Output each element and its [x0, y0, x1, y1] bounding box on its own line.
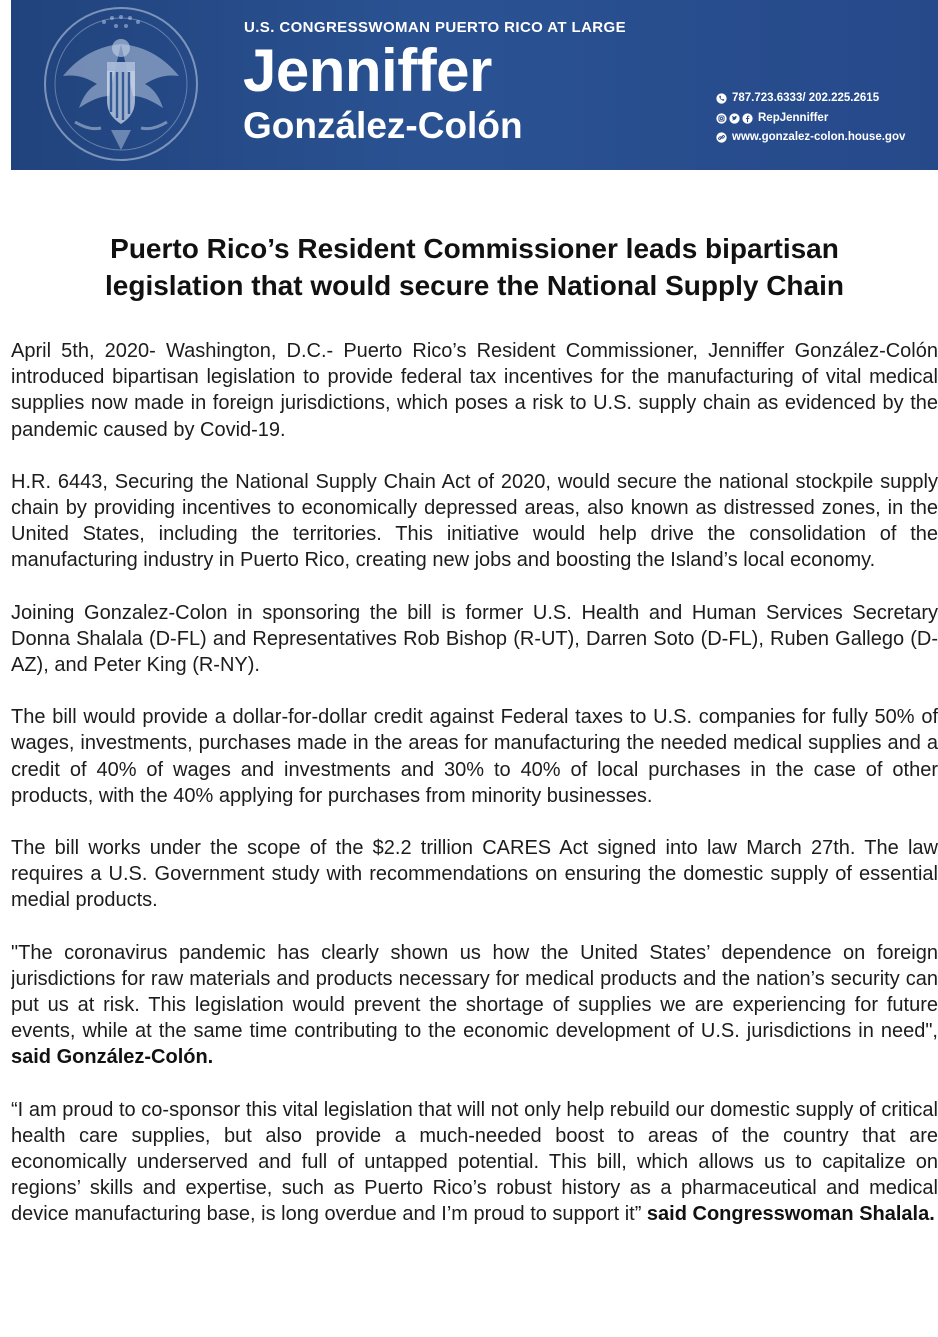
quote-attribution: said Congresswoman Shalala. [646, 1203, 935, 1226]
paragraph-cares-act: The bill works under the scope of the $2.2 trillion CARES Act signed into law March 27th. The law requires a U.S. Government study with recommendations on ensuring the domestic supply of essential medial products. [11, 837, 938, 912]
banner-last-name: González-Colón [243, 105, 523, 146]
press-release-body [11, 338, 938, 1328]
header-banner [11, 0, 938, 170]
title-line-1: Puerto Rico’s Resident Commissioner leads bipartisan [110, 233, 839, 264]
press-release-title [11, 230, 938, 304]
contact-social: RepJenniffer [758, 111, 829, 124]
link-icon [716, 132, 727, 143]
phone-icon [716, 93, 727, 104]
banner-first-name: Jenniffer [243, 37, 492, 104]
quote-shalala [11, 1097, 938, 1228]
title-line-2: legislation that would secure the National Supply Chain [105, 270, 844, 301]
instagram-icon [716, 113, 727, 124]
twitter-icon [729, 113, 740, 124]
quote-text: “I am proud to co-sponsor this vital legislation that will not only help rebuild our domestic supply of critical health care supplies, but also provide a much-needed boost to areas of the country that are economically underserved and full of untapped potential. This bill, which allows us to capitalize on regions’ skills and expertise, such as Puerto Rico’s robust history as a pharmaceutical and medical device manufacturing base, is long overdue and I’m proud to support it” [11, 1098, 938, 1226]
quote-text: "The coronavirus pandemic has clearly shown us how the United States’ dependence on foreign jurisdictions for raw materials and products necessary for medical products and the nation’s security can put us at risk. This legislation would prevent the shortage of supplies we are experiencing for future events, while at the same time contributing to the economic development of U.S. jurisdictions in need", [11, 941, 938, 1043]
facebook-icon [742, 113, 753, 124]
banner-subtitle: U.S. CONGRESSWOMAN PUERTO RICO AT LARGE [244, 19, 627, 36]
contact-website-row [716, 128, 938, 148]
paragraph-bill-summary: H.R. 6443, Securing the National Supply Chain Act of 2020, would secure the national stockpile supply chain by providing incentives to economically depressed areas, also known as distressed zones, in the United States, including the territories. This initiative would help drive the consolidation of the manufacturing industry in Puerto Rico, creating new jobs and boosting the Island’s local economy. [11, 470, 938, 572]
quote-gonzalez-colon [11, 940, 938, 1071]
contact-phone: 787.723.6333/ 202.225.2615 [732, 92, 880, 104]
paragraph-tax-credit: The bill would provide a dollar-for-dollar credit against Federal taxes to U.S. companies for fully 50% of wages, investments, purchases made in the areas for manufacturing the needed medical supplies and a credit of 40% of wages and investments and 30% to 40% of local purchases in the case of other products, with the 40% applying for purchases from minority businesses. [11, 706, 938, 807]
contact-block [716, 89, 938, 148]
contact-phone-row [716, 89, 938, 109]
contact-website[interactable]: www.gonzalez-colon.house.gov [732, 131, 906, 143]
contact-social-row [716, 109, 938, 129]
paragraph-cosponsors: Joining Gonzalez-Colon in sponsoring the bill is former U.S. Health and Human Services Secretary Donna Shalala (D-FL) and Representatives Rob Bishop (R-UT), Darren Soto (D-FL), Ruben Gallego (D-AZ), and Peter King (R-NY). [11, 601, 938, 677]
eagle-seal-icon [41, 4, 201, 164]
paragraph-dateline: April 5th, 2020- Washington, D.C.- Puerto Rico’s Resident Commissioner, Jenniffer González-Colón introduced bipartisan legislation to provide federal tax incentives for the manufacturing of vital medical supplies now made in foreign jurisdictions, which poses a risk to U.S. supply chain as evidenced by the pandemic caused by Covid-19. [11, 340, 938, 441]
quote-attribution: said González-Colón. [11, 1046, 214, 1069]
